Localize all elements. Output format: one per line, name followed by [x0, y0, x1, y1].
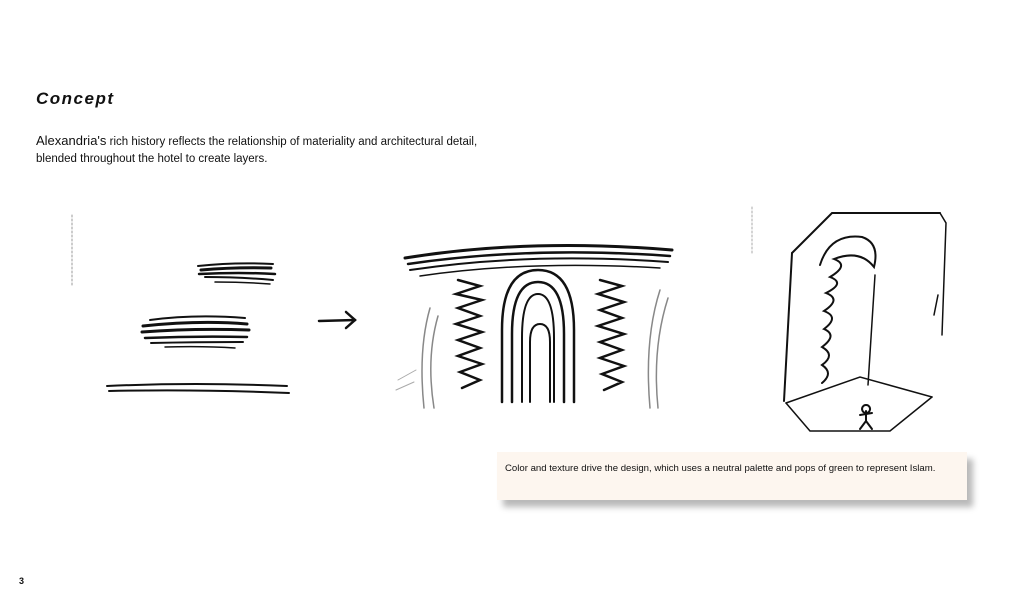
intro-lead: Alexandria's	[36, 133, 107, 148]
caption-text: Color and texture drive the design, which uses a neutral palette and pops of green to represent Islam.	[505, 463, 936, 474]
intro-text: rich history reflects the relationship of materiality and architectural detail, blended throughout the hotel to create layers.	[36, 136, 478, 165]
page-number: 3	[19, 576, 25, 586]
page-title: Concept	[36, 89, 115, 108]
arch-corridor-sketch	[390, 230, 680, 420]
room-perspective-sketch	[750, 205, 965, 435]
caption-box	[497, 452, 967, 500]
layered-strokes-sketch	[65, 210, 365, 430]
intro-paragraph	[36, 132, 506, 168]
